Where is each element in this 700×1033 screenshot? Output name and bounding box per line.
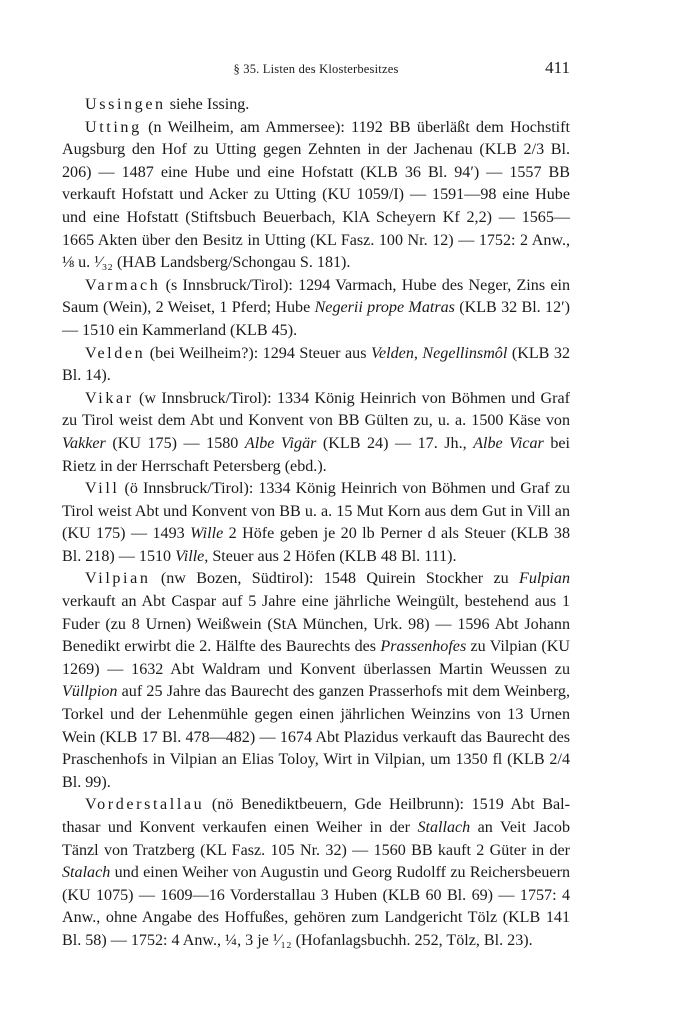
italic-text: Wille [190,525,224,543]
entry-varmach [62,275,570,343]
entry-text: (KLB 32 Bl. 12′) — 1510 ein Kammerland (KLB 45). [62,299,570,339]
running-header [62,58,570,80]
entry-text: (ö Innsbruck/Tirol): 1334 König Heinrich von Böhmen und Graf zu Tirol weist Abt und Konvent von BB u. a. 15 Mut Korn aus dem Gut in Vill an (KU 175) — 1493 [62,480,570,543]
entry-text: (KLB 32 Bl. 14). [62,344,570,385]
entry-text: an Veit Jacob Tänzl von Tratzberg (KL Fasz. 105 Nr. 32) — 1560 BB kauft 2 Güter in der [62,819,570,859]
entry-vill [62,478,570,568]
entry-text: (n Weilheim, am Ammersee): 1192 BB überläßt dem Hochstift Augsburg den Hof zu Utting gegen Zehnten in der Jachenau (KLB 2/3 Bl. 206) — 1487 eine Hube und eine Hofstatt (KLB 36 Bl. 94′) — 1557 BB verkauft Hofstatt und Acker zu Utting (KU 1059/I) — 1591—98 eine Hube und eine Hofstatt (Stiftsbuch Beuerbach, KlA Scheyern Kf 2,2) — 1565—1665 Akten über den Besitz in Utting (KL Fasz. 100 Nr. 12) — 1752: 2 Anw., ⅛ u. ¹⁄₃₂ (HAB Landsberg/Schongau S. 181). [62,118,570,272]
entry-lemma: Utting [85,118,142,136]
italic-text: Negerii prope Matras [314,299,455,317]
italic-text: Albe Vigär [244,434,317,452]
entry-text: (s Innsbruck/Tirol): 1294 Varmach, Hube des Neger, Zins ein Saum (Wein), 2 Weiset, 1 Pferd; Hube [62,276,570,317]
italic-text: Stalach [62,864,111,882]
document-page [62,58,570,953]
italic-text: Albe Vicar [473,434,544,452]
entry-text: Steuer aus 2 Höfen (KLB 48 Bl. 111). [208,547,457,565]
entry-text: zu Vilpian (KU 1269) — 1632 Abt Waldram und Konvent überlassen Martin Weussen zu [62,638,570,678]
entry-lemma: Vorderstallau [85,796,205,814]
entry-lemma: Varmach [85,276,161,294]
entry-text: (KLB 24) — 17. Jh., [316,434,474,452]
entry-text: und einen Weiher von Augustin und Georg Rudolff zu Reichersbeuern (KU 1075) — 1609—16 Vorderstallau 3 Huben (KLB 60 Bl. 69) — 1757: 4 Anw., ohne Angabe des Hoffußes, gehören zum Landgericht Tölz (KLB 141 Bl. 58) — 1752: 4 Anw., ¼, 3 je ¹⁄₁₂ (Hofanlagsbuchh. 252, Tölz, Bl. 23). [62,864,570,949]
entry-text: (KU 175) — 1580 [105,434,245,452]
entry-text: 2 Höfe geben je 20 lb Perner d als Steuer (KLB 38 Bl. 218) — 1510 [62,525,570,565]
entry-utting [62,117,570,275]
entry-text: (nö Benediktbeuern, Gde Heilbrunn): 1519 Abt Balthasar und Konvent verkaufen einen Weiher in der [62,796,570,836]
entry-lemma: Vilpian [85,570,151,588]
entry-text: verkauft an Abt Caspar auf 5 Jahre eine jährliche Weingült, bestehend aus 1 Fuder (zu 8 Urnen) Weißwein (StA München, Urk. 98) — 1596 Abt Johann Benedikt erwirbt die 2. Hälfte des Baurechts des [62,593,570,656]
page-number: 411 [545,58,570,77]
italic-text: Vüllpion [62,683,118,701]
entry-list [62,94,570,953]
entry-text: auf 25 Jahre das Baurecht des ganzen Prasserhofs mit dem Weinberg, Torkel und der Lehenmühle gegen einen jährlichen Weinzins von 13 Urnen Wein (KLB 17 Bl. 478—482) — 1674 Abt Plazidus verkauft das Baurecht des Praschenhofs in Vilpian an Elias Toloy, Wirt in Vilpian, um 1350 fl (KLB 2/4 Bl. 99). [62,683,570,791]
entry-lemma: Ussingen [85,96,166,113]
entry-vikar [62,388,570,478]
entry-text: bei Rietz in der Herrschaft Petersberg (ebd.). [62,434,570,475]
entry-vilpian [62,568,570,794]
entry-vorderstallau [62,794,570,952]
italic-text: Vakker [62,434,106,452]
entry-text: (nw Bozen, Südtirol): 1548 Quirein Stockher zu [150,570,520,588]
italic-text: Prassenhofes [380,638,467,656]
italic-text: Stallach [417,819,471,836]
entry-velden [62,343,570,388]
entry-lemma: Vikar [85,389,134,407]
entry-lemma: Velden [85,344,146,362]
italic-text: Ville, [175,547,209,565]
entry-lemma: Vill [85,480,120,498]
entry-text: (bei Weilheim?): 1294 Steuer aus [145,344,371,362]
entry-ussingen [62,94,570,117]
italic-text: Velden, Negellinsmôl [370,344,508,362]
running-title: § 35. Listen des Klosterbesitzes [233,62,399,76]
italic-text: Fulpian [519,570,570,588]
entry-text: (w Innsbruck/Tirol): 1334 König Heinrich von Böhmen und Graf zu Tirol weist dem Abt und Konvent von BB Gülten zu, u. a. 1500 Käse von [62,389,570,430]
entry-text: siehe Issing. [165,96,250,113]
